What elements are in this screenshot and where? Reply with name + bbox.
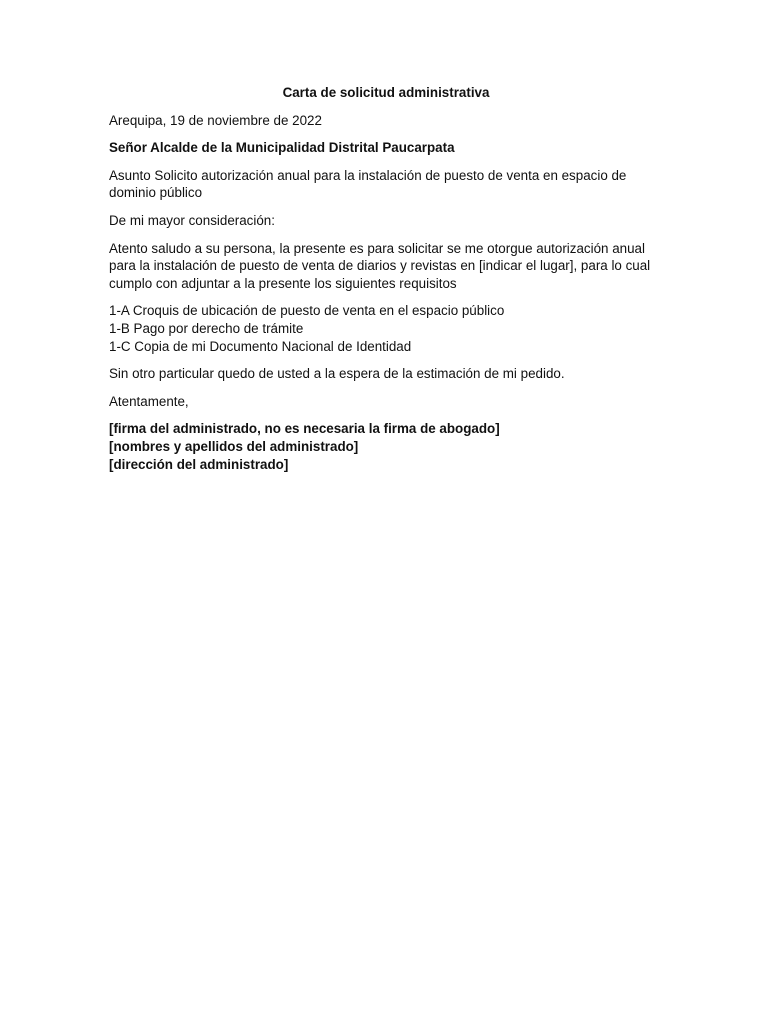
signature-line: [firma del administrado, no es necesaria la firma de abogado]: [109, 421, 500, 437]
date-line: Arequipa, 19 de noviembre de 2022: [109, 112, 322, 128]
closing: Atentamente,: [109, 393, 189, 409]
salutation: De mi mayor consideración:: [109, 212, 275, 228]
closing-text: Sin otro particular quedo de usted a la espera de la estimación de mi pedido.: [109, 366, 565, 382]
signature-line: [dirección del administrado]: [109, 456, 289, 472]
requirements-list: [109, 302, 669, 355]
body-paragraph: Atento saludo a su persona, la presente es para solicitar se me otorgue autorización anual para la instalación de puesto de venta de diarios y revistas en [indicar el lugar], para lo cual cumplo con adjuntar a la presente los siguientes requisitos: [109, 240, 651, 291]
requirement-item: 1-A Croquis de ubicación de puesto de venta en el espacio público: [109, 303, 505, 319]
signature-line: [nombres y apellidos del administrado]: [109, 438, 359, 454]
requirement-item: 1-C Copia de mi Documento Nacional de Identidad: [109, 338, 412, 354]
subject-line: Asunto Solicito autorización anual para la instalación de puesto de venta en espacio de dominio público: [109, 167, 627, 201]
requirement-item: 1-B Pago por derecho de trámite: [109, 320, 304, 336]
document-title: Carta de solicitud administrativa: [282, 85, 490, 100]
addressee: Señor Alcalde de la Municipalidad Distrital Paucarpata: [109, 140, 455, 156]
signature-block: [109, 420, 669, 473]
letter-content: [109, 84, 669, 483]
